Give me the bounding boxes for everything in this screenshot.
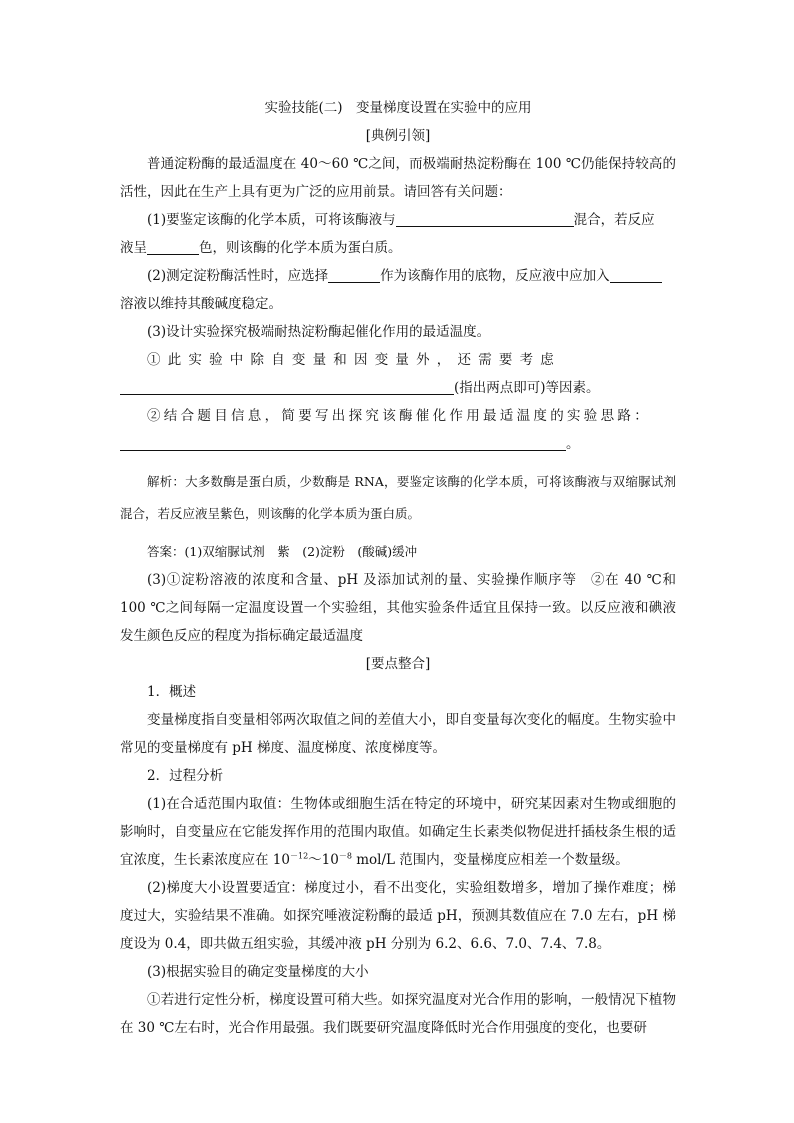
answer-blank[interactable] — [328, 266, 380, 283]
answer-blank[interactable] — [396, 210, 574, 227]
answer-line-1: 答案：(1)双缩脲试剂 紫 (2)淀粉 (酸碱)缓冲 — [147, 544, 418, 559]
question-3: (3)设计实验探究极端耐热淀粉酶起催化作用的最适温度。 — [147, 324, 491, 340]
q3b-text-b: 。 — [566, 436, 580, 452]
question-1-cont — [120, 234, 676, 262]
question-3b-cont — [120, 430, 676, 458]
q1-text-b: 混合，若反应 — [573, 212, 655, 228]
question-3a: ①此实验中除自变量和因变量外，还需要考虑 — [147, 352, 561, 368]
question-2-cont: 溶液以维持其酸碱度稳定。 — [120, 296, 282, 312]
heading-overview: 1．概述 — [147, 684, 197, 700]
q1-text-d: 色，则该酶的化学本质为蛋白质。 — [199, 240, 402, 256]
q2-text-b: 作为该酶作用的底物，反应液中应加入 — [380, 268, 610, 284]
q1-text-c: 液呈 — [120, 240, 147, 256]
process-paragraph-3: (3)根据实验目的确定变量梯度的大小 — [147, 964, 369, 980]
document-page — [120, 94, 676, 1042]
answer-blank[interactable] — [120, 434, 566, 451]
heading-process: 2．过程分析 — [147, 768, 224, 784]
process-paragraph-4: ①若进行定性分析，梯度设置可稍大些。如探究温度对光合作用的影响，一般情况下植物在 30 ℃左右时，光合作用最强。我们既要研究温度降低时光合作用强度的变化，也要研 — [120, 992, 676, 1036]
process-paragraph-2: (2)梯度大小设置要适宜：梯度过小，看不出变化，实验组数增多，增加了操作难度；梯度过大，实验结果不准确。如探究唾液淀粉酶的最适 pH，预测其数值应在 7.0 左右，pH 梯度设为 0.4，即共做五组实验，其缓冲液 pH 分别为 6.2、6.6、7.0、7.4、7.8。 — [120, 880, 676, 952]
section-heading-examples: [典例引领] — [365, 128, 431, 144]
question-2 — [120, 262, 676, 290]
question-3b: ②结合题目信息，简要写出探究该酶催化作用最适温度的实验思路： — [147, 408, 651, 424]
process-paragraph-1: (1)在合适范围内取值：生物体或细胞生活在特定的环境中，研究某因素对生物或细胞的影响时，自变量应在它能发挥作用的范围内取值。如确定生长素类似物促进扦插枝条生根的适宜浓度，生长素浓度应在 $10^{-12}\sim 10^{-8}$ mol/L 范围内，变量梯度应相差一个数量级。 — [120, 796, 676, 868]
analysis-paragraph: 解析：大多数酶是蛋白质，少数酶是 RNA，要鉴定该酶的化学本质，可将该酶液与双缩脲试剂混合，若反应液呈紫色，则该酶的化学本质为蛋白质。 — [120, 474, 676, 521]
question-1 — [120, 206, 676, 234]
q1-text-a: (1)要鉴定该酶的化学本质，可将该酶液与 — [147, 212, 396, 228]
q3a-text-b: (指出两点即可)等因素。 — [454, 380, 600, 396]
answer-blank[interactable] — [147, 238, 199, 255]
q2-text-a: (2)测定淀粉酶活性时，应选择 — [147, 268, 329, 284]
intro-paragraph: 普通淀粉酶的最适温度在 40～60 ℃之间，而极端耐热淀粉酶在 100 ℃仍能保持较高的活性，因此在生产上具有更为广泛的应用前景。请回答有关问题： — [120, 156, 676, 200]
question-3a-cont — [120, 374, 676, 402]
answer-blank[interactable] — [120, 378, 454, 395]
overview-paragraph: 变量梯度指自变量相邻两次取值之间的差值大小，即自变量每次变化的幅度。生物实验中常见的变量梯度有 pH 梯度、温度梯度、浓度梯度等。 — [120, 712, 676, 756]
answer-blank[interactable] — [610, 266, 662, 283]
answer-part-3: (3)①淀粉溶液的浓度和含量、pH 及添加试剂的量、实验操作顺序等 ②在 40 ℃和 100 ℃之间每隔一定温度设置一个实验组，其他实验条件适宜且保持一致。以反应液和碘液发生颜色反应的程度为指标确定最适温度 — [120, 572, 676, 644]
doc-title: 实验技能(二) 变量梯度设置在实验中的应用 — [264, 100, 532, 116]
section-heading-summary: [要点整合] — [365, 656, 431, 672]
